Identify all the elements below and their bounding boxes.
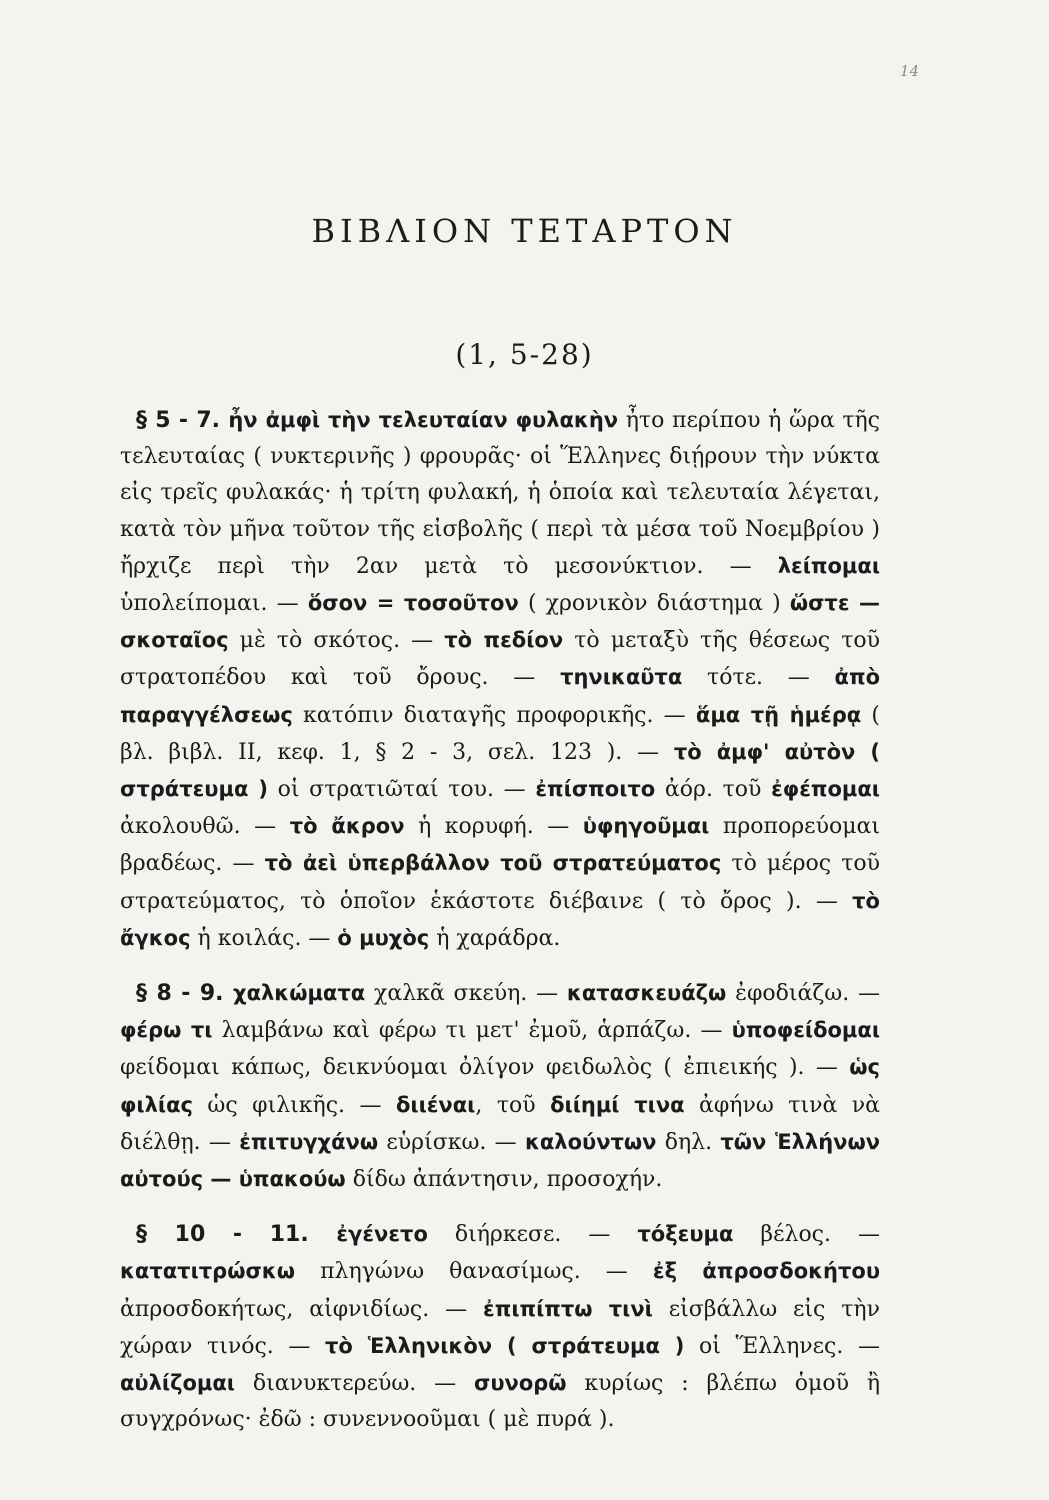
gloss-text: οἱ στρατιῶταί του. — (267, 777, 536, 803)
lemma-term: αὐλίζομαι (120, 1371, 235, 1396)
commentary-body (120, 402, 880, 1438)
lemma-term: ὑφηγοῦμαι (582, 814, 710, 839)
lemma-term: τόξευμα (637, 1222, 734, 1247)
lemma-term: φέρω τι (120, 1018, 213, 1043)
gloss-text: λαμβάνω καὶ φέρω τι μετ' ἐμοῦ, ἁρπάζω. — (212, 1018, 732, 1044)
lemma-term: ὁ μυχὸς (337, 925, 430, 950)
lemma-term: ἐπίσποιτο (535, 777, 656, 802)
lemma-term: ἦν ἀμφὶ τὴν τελευταίαν φυλακὴν (228, 408, 619, 432)
lemma-term: τῶν Ἑλλήνων αὐτούς — ὑπακούω (120, 1129, 881, 1192)
gloss-text: διήρκεσε. — (427, 1222, 638, 1248)
lemma-term: ἐπιτυγχάνω (239, 1129, 379, 1154)
gloss-text: ἡ κορυφή. — (404, 814, 583, 840)
section-number: § 10 - 11. (136, 1222, 337, 1248)
lemma-term: ὅσον = τοσοῦτον (307, 591, 519, 616)
gloss-text: ( βλ. βιβλ. ΙΙ, κεφ. 1, § 2 - 3, σελ. 123 ). — (120, 702, 880, 765)
book-range: (1, 5-28) (455, 338, 594, 371)
lemma-term: ὡς φιλίας (120, 1055, 880, 1117)
gloss-text: πληγώνω θανασίμως. — (294, 1259, 653, 1285)
gloss-text: τότε. — (682, 665, 835, 691)
lemma-term: τὸ ἀμφ' αὐτὸν ( στράτευμα ) (120, 739, 880, 802)
lemma-term: συνορῶ (474, 1371, 567, 1396)
gloss-text: προπορεύομαι βραδέως. — (120, 814, 880, 877)
paragraph-sections-8-9 (120, 975, 880, 1198)
lemma-term: ἐγένετο (336, 1222, 428, 1247)
lemma-term: καλούντων (524, 1129, 657, 1154)
gloss-text: βέλος. — (733, 1222, 880, 1248)
gloss-text: ἡ χαράδρα. (429, 925, 561, 951)
lemma-term: τὸ πεδίον (444, 628, 564, 653)
gloss-text: χαλκᾶ σκεύη. — (365, 981, 567, 1007)
gloss-text: κατόπιν διαταγῆς προφορικῆς. — (292, 702, 696, 728)
lemma-term: διιέναι (395, 1092, 476, 1117)
lemma-term: ὑποφείδομαι (731, 1018, 880, 1043)
lemma-term: κατασκευάζω (566, 981, 727, 1006)
lemma-term: ἀπὸ παραγγέλσεως (120, 665, 880, 727)
lemma-term: τὸ ἄγκος (120, 888, 880, 950)
gloss-text: ἦτο περίπου ἡ ὥρα τῆς τελευταίας ( νυκτερινῆς ) φρουρᾶς· οἱ Ἕλληνες διῄρουν τὴν νύκτα εἰς τρεῖς φυλακάς· ἡ τρίτη φυλακή, ἡ ὁποία καὶ τελευταία λέγεται, κατὰ τὸν μῆνα τοῦτον τῆς εἰσβολῆς ( περὶ τὰ μέσα τοῦ Νοεμβρίου ) ἤρχιζε περὶ τὴν 2αν μετὰ τὸ μεσονύκτιον. — (120, 408, 881, 579)
gloss-text: διανυκτερεύω. — (234, 1371, 474, 1397)
gloss-text: ἀκολουθῶ. — (120, 814, 290, 840)
lemma-term: ὥστε — σκοταῖος (120, 591, 880, 653)
lemma-term: ἐφέπομαι (771, 777, 880, 802)
lemma-term: διίημί τινα (550, 1092, 685, 1117)
gloss-text: ἀπροσδοκήτως, αἰφνιδίως. — (120, 1296, 484, 1322)
lemma-term: τὸ ἀεὶ ὑπερβάλλον τοῦ στρατεύματος (264, 851, 722, 876)
gloss-text: τὸ μέρος τοῦ στρατεύματος, τὸ ὁποῖον ἑκάστοτε διέβαινε ( τὸ ὄρος ). — (120, 851, 880, 914)
gloss-text: οἱ Ἕλληνες. — (684, 1333, 880, 1359)
gloss-text: μὲ τὸ σκότος. — (228, 628, 445, 654)
lemma-term: ἅμα τῇ ἡμέρᾳ (695, 702, 862, 727)
paragraph-sections-5-7 (120, 402, 880, 957)
gloss-text: ἐφοδιάζω. — (726, 981, 880, 1007)
paragraph-sections-10-11 (120, 1216, 880, 1438)
lemma-term: λείπομαι (777, 553, 880, 578)
gloss-text: , τοῦ (475, 1092, 551, 1118)
gloss-text: δίδω ἀπάντησιν, προσοχήν. (345, 1167, 663, 1193)
page-corner-mark: 14 (899, 62, 919, 80)
section-number: § 5 - 7. (136, 408, 229, 433)
gloss-text: ἡ κοιλάς. — (190, 925, 338, 951)
gloss-text: δηλ. (656, 1129, 721, 1155)
lemma-term: τὸ ἄκρον (289, 814, 405, 839)
book-title: ΒΙΒΛΙΟΝ ΤΕΤΑΡΤΟΝ (311, 212, 738, 250)
lemma-term: ἐπιπίπτω τινὶ (483, 1296, 653, 1321)
lemma-term: τὸ Ἑλληνικὸν ( στράτευμα ) (324, 1333, 685, 1358)
gloss-text: κυρίως : βλέπω ὁμοῦ ἢ συγχρόνως· ἐδῶ : συνεννοοῦμαι ( μὲ πυρά ). (120, 1371, 881, 1433)
gloss-text: ὡς φιλικῆς. — (192, 1092, 396, 1118)
gloss-text: φείδομαι κάπως, δεικνύομαι ὀλίγον φειδωλὸς ( ἐπιεικής ). — (120, 1055, 850, 1081)
lemma-term: κατατιτρώσκω (120, 1259, 295, 1284)
section-number: § 8 - 9. (136, 981, 234, 1007)
gloss-text: ὑπολείπομαι. — (120, 591, 308, 617)
gloss-text: εἰσβάλλω εἰς τὴν χώραν τινός. — (120, 1296, 880, 1359)
gloss-text: ( χρονικὸν διάστημα ) (518, 591, 790, 617)
gloss-text: τὸ μεταξὺ τῆς θέσεως τοῦ στρατοπέδου καὶ τοῦ ὄρους. — (120, 628, 880, 691)
lemma-term: τηνικαῦτα (560, 665, 683, 690)
gloss-text: εὑρίσκω. — (378, 1129, 525, 1155)
gloss-text: ἀόρ. τοῦ (655, 777, 772, 803)
lemma-term: ἐξ ἀπροσδοκήτου (652, 1259, 881, 1284)
lemma-term: χαλκώματα (233, 981, 366, 1006)
gloss-text: ἀφήνω τινὰ νὰ διέλθῃ. — (120, 1092, 880, 1155)
